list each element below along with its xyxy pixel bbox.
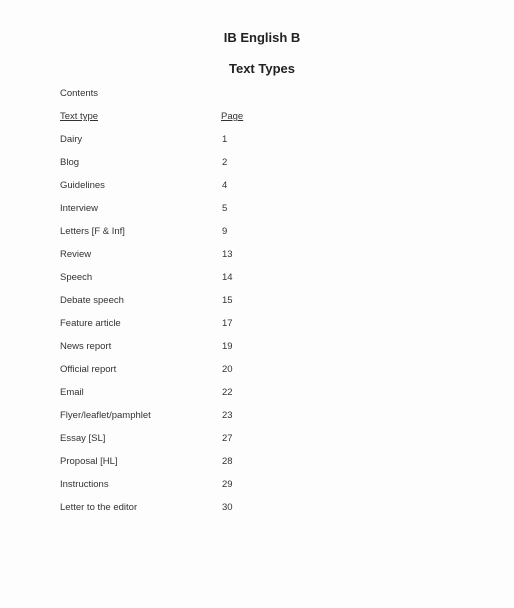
toc-entry <box>60 157 360 180</box>
toc-entry <box>60 180 360 203</box>
toc-entry-page-number: 20 <box>222 364 233 375</box>
table-of-contents <box>60 134 360 525</box>
document-subtitle: Text Types <box>229 61 295 76</box>
toc-entry <box>60 226 360 249</box>
toc-entry-page-number: 17 <box>222 318 233 329</box>
toc-entry-text-type: Letter to the editor <box>60 502 138 513</box>
column-header-page: Page <box>221 111 244 122</box>
toc-entry-text-type: Essay [SL] <box>60 433 106 444</box>
toc-entry-text-type: Speech <box>60 272 93 283</box>
toc-entry-page-number: 14 <box>222 272 233 283</box>
toc-entry-text-type: Email <box>60 387 84 398</box>
toc-entry-text-type: Official report <box>60 364 117 375</box>
toc-entry <box>60 134 360 157</box>
toc-entry-text-type: Feature article <box>60 318 121 329</box>
toc-entry-page-number: 2 <box>222 157 228 168</box>
toc-entry-text-type: Review <box>60 249 92 260</box>
toc-entry <box>60 249 360 272</box>
toc-entry-text-type: Flyer/leaflet/pamphlet <box>60 410 151 421</box>
toc-entry-text-type: Debate speech <box>60 295 124 306</box>
toc-entry-page-number: 28 <box>222 456 233 467</box>
column-header-text-type: Text type <box>60 111 99 122</box>
toc-entry-page-number: 13 <box>222 249 233 260</box>
toc-entry-page-number: 5 <box>222 203 228 214</box>
toc-entry-page-number: 15 <box>222 295 233 306</box>
toc-entry <box>60 387 360 410</box>
toc-entry <box>60 456 360 479</box>
toc-entry <box>60 410 360 433</box>
toc-entry-text-type: Instructions <box>60 479 109 490</box>
toc-entry <box>60 433 360 456</box>
contents-label: Contents <box>60 88 99 99</box>
toc-entry-page-number: 4 <box>222 180 228 191</box>
toc-entry <box>60 341 360 364</box>
toc-entry-page-number: 9 <box>222 226 228 237</box>
toc-entry <box>60 272 360 295</box>
toc-entry <box>60 479 360 502</box>
toc-entry <box>60 502 360 525</box>
toc-entry-text-type: Dairy <box>60 134 83 145</box>
toc-entry-page-number: 22 <box>222 387 233 398</box>
toc-entry-page-number: 23 <box>222 410 233 421</box>
toc-entry-page-number: 29 <box>222 479 233 490</box>
toc-entry-page-number: 19 <box>222 341 233 352</box>
toc-entry <box>60 318 360 341</box>
toc-entry-text-type: News report <box>60 341 112 352</box>
toc-entry-text-type: Interview <box>60 203 99 214</box>
toc-entry-page-number: 1 <box>222 134 228 145</box>
toc-entry-text-type: Blog <box>60 157 80 168</box>
toc-entry <box>60 364 360 387</box>
toc-entry <box>60 295 360 318</box>
toc-entry-text-type: Guidelines <box>60 180 105 191</box>
toc-entry-page-number: 27 <box>222 433 233 444</box>
toc-entry <box>60 203 360 226</box>
toc-entry-text-type: Letters [F & Inf] <box>60 226 125 237</box>
toc-entry-text-type: Proposal [HL] <box>60 456 118 467</box>
document-title: IB English B <box>223 30 301 45</box>
toc-entry-page-number: 30 <box>222 502 233 513</box>
